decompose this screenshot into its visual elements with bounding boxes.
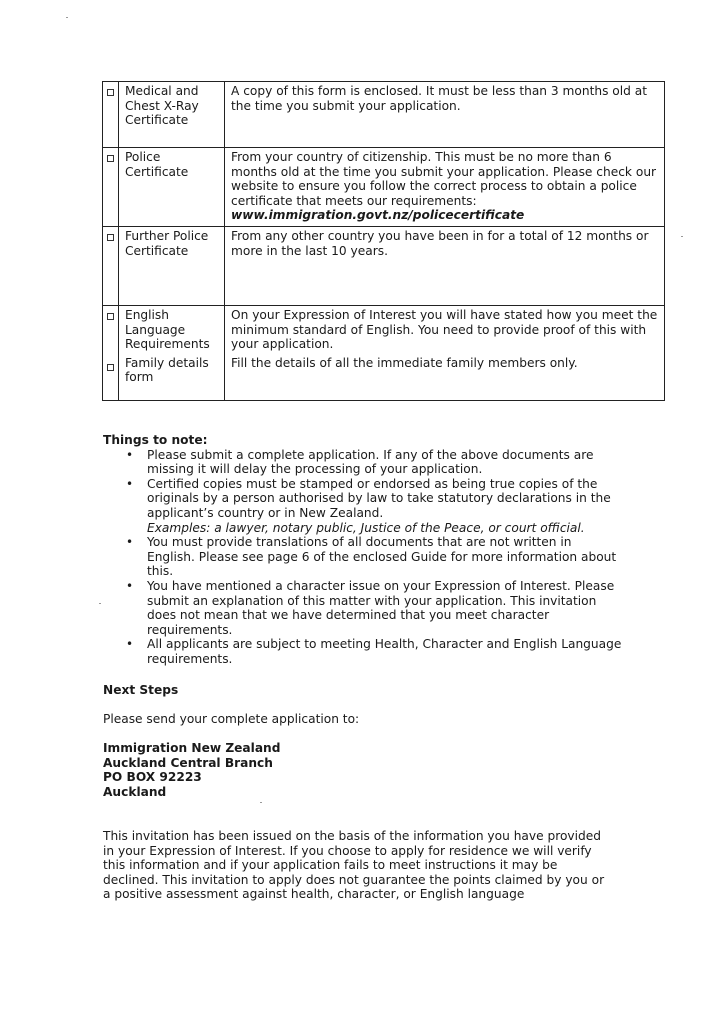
disclaimer-paragraph: This invitation has been issued on the basis of the information you have provided in your Expression of Interest. If you choose to apply for residence we will verify this information and if your application fails to meet instructions it may be declined. This invitation to apply does not guarantee the points claimed by you or a positive assessment against health, character, or English language	[103, 829, 605, 902]
address-line: Auckland Central Branch	[103, 755, 273, 770]
list-item: • You must provide translations of all documents that are not written in English. Please see page 6 of the enclosed Guide for more information about this.	[147, 535, 623, 579]
list-item: • You have mentioned a character issue on your Expression of Interest. Please submit an explanation of this matter with your application. This invitation does not mean that we have determined that you meet character requirements.	[147, 579, 623, 637]
document-name: Further Police Certificate	[119, 227, 225, 306]
checkbox[interactable]	[107, 313, 114, 320]
notes-list	[103, 448, 623, 667]
mailing-address	[103, 741, 623, 799]
scan-speck	[681, 236, 683, 237]
list-item: • Please submit a complete application. If any of the above documents are missing it will delay the processing of your application.	[147, 448, 623, 477]
document-description: From your country of citizenship. This must be no more than 6 months old at the time you submit your application. Please check our website to ensure you follow the correct process to obtain a police certificate that meets our requirements:	[231, 150, 657, 208]
document-description: A copy of this form is enclosed. It must be less than 3 months old at the time you submit your application.	[225, 82, 665, 148]
police-certificate-link[interactable]: www.immigration.govt.nz/policecertificate	[231, 208, 525, 223]
table-row	[103, 227, 665, 306]
address-line: PO BOX 92223	[103, 770, 202, 785]
document-description: From any other country you have been in for a total of 12 months or more in the last 10 years.	[225, 227, 665, 306]
document-description: On your Expression of Interest you will have stated how you meet the minimum standard of English. You need to provide proof of this with your application.	[231, 308, 658, 352]
examples-text: Examples: a lawyer, notary public, Justice of the Peace, or court official.	[147, 520, 585, 535]
list-item: • Certified copies must be stamped or endorsed as being true copies of the originals by a person authorised by law to take statutory declarations in the applicant’s country or in New Zealand. Examples: a lawyer, notary public, Justice of the Peace, or court official.	[147, 477, 623, 535]
address-line: Auckland	[103, 784, 167, 799]
checkbox[interactable]	[107, 155, 114, 162]
document-name: English Language Requirements	[125, 308, 210, 352]
next-steps-section	[103, 683, 623, 800]
document-name: Medical and Chest X-Ray Certificate	[119, 82, 225, 148]
checkbox[interactable]	[107, 234, 114, 241]
document-name: Police Certificate	[119, 148, 225, 227]
address-line: Immigration New Zealand	[103, 741, 281, 756]
next-steps-intro: Please send your complete application to:	[103, 711, 360, 726]
document-description: Fill the details of all the immediate family members only.	[231, 355, 578, 370]
things-to-note-section	[103, 433, 623, 667]
things-to-note-heading: Things to note:	[103, 433, 208, 447]
checkbox[interactable]	[107, 364, 114, 371]
documents-checklist-table	[102, 81, 665, 401]
scan-speck	[260, 802, 262, 803]
table-row	[103, 306, 665, 401]
checkbox[interactable]	[107, 89, 114, 96]
table-row	[103, 148, 665, 227]
next-steps-heading: Next Steps	[103, 683, 179, 697]
document-name: Family details form	[125, 355, 209, 385]
table-row	[103, 82, 665, 148]
scan-speck	[99, 603, 101, 604]
scan-speck	[66, 17, 68, 18]
list-item: • All applicants are subject to meeting Health, Character and English Language requirements.	[147, 637, 623, 666]
